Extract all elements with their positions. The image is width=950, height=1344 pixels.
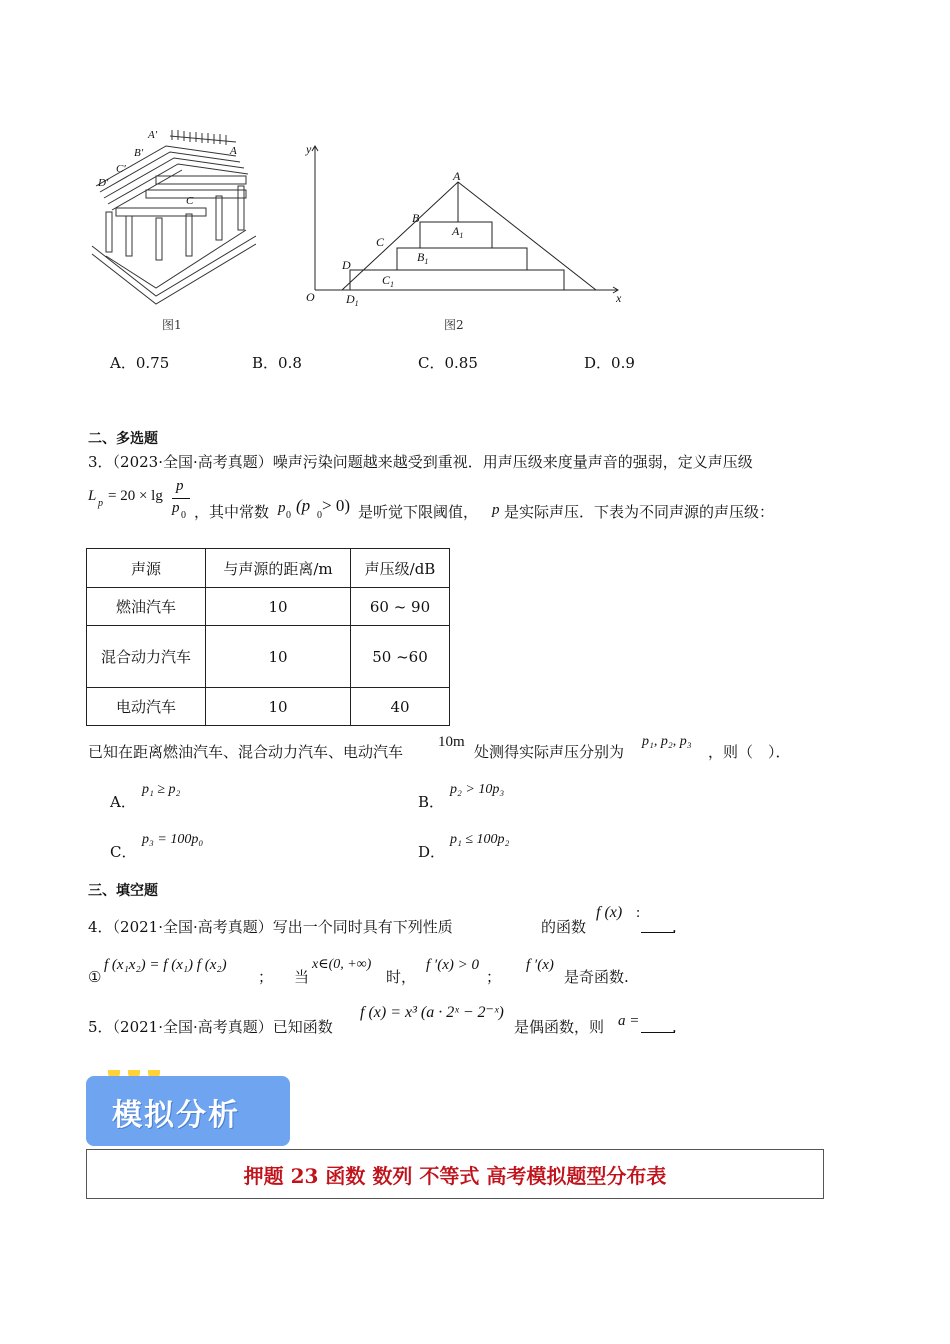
q3-option-c[interactable]: p₃ = 100p₀ bbox=[142, 832, 204, 847]
q2-option-a[interactable]: A．0.75 bbox=[110, 354, 170, 372]
q3-stem-3c: ，则（ ）． bbox=[708, 743, 791, 761]
const-cond-end: > 0) bbox=[322, 496, 350, 515]
origin-label: O bbox=[306, 290, 315, 304]
table-row bbox=[87, 588, 450, 626]
formula-frac-num: p bbox=[176, 478, 184, 494]
table-header-level: 声压级/dB bbox=[351, 549, 450, 588]
q5-end: . bbox=[672, 1018, 677, 1036]
q4-sep2: ； bbox=[486, 968, 502, 986]
q3-option-b-label[interactable]: B． bbox=[418, 793, 445, 811]
point-b1: $B_1$ bbox=[417, 250, 429, 266]
figure-2-caption: 图2 bbox=[444, 318, 464, 332]
const-p-sub: 0 bbox=[286, 510, 291, 521]
figure-1-caption: 图1 bbox=[162, 318, 182, 332]
table-row bbox=[87, 688, 450, 726]
point-a1: $A_1$ bbox=[452, 224, 464, 240]
q5-formula: f (x) = x³ (a · 2ˣ − 2⁻ˣ) bbox=[360, 1004, 504, 1021]
axis-y-label: y bbox=[306, 142, 312, 156]
p-var: p bbox=[492, 502, 500, 518]
q3-stem-2c: 是实际声压．下表为不同声源的声压级： bbox=[504, 503, 775, 521]
table-cell: 50 ~60 bbox=[351, 626, 450, 688]
const-p: p bbox=[278, 500, 286, 516]
q3-option-d[interactable]: p₁ ≤ 100p₂ bbox=[450, 832, 510, 847]
q3-stem-3a: 已知在距离燃油汽车、混合动力汽车、电动汽车 bbox=[88, 743, 404, 761]
axis-x-label: x bbox=[616, 291, 622, 305]
q3-stem-3b: 处测得实际声压分别为 bbox=[474, 743, 625, 761]
q5-stem: 5．（2021·全国·高考真题）已知函数 bbox=[88, 1018, 333, 1036]
q3-option-c-label[interactable]: C． bbox=[110, 843, 137, 861]
section-2-heading: 二、多选题 bbox=[88, 431, 158, 447]
q5-a-eq: a = bbox=[618, 1013, 640, 1029]
label-c-prime: C′ bbox=[116, 163, 126, 175]
q4-fx: f (x) bbox=[596, 904, 623, 921]
formula-frac-den: p bbox=[172, 500, 180, 516]
table-cell: 混合动力汽车 bbox=[87, 626, 206, 688]
q4-prop2-cond: x∈(0, +∞) bbox=[312, 957, 372, 972]
title-box bbox=[86, 1149, 824, 1199]
q4-prop3: f ′(x) bbox=[526, 957, 554, 973]
banner-title: 模拟分析 bbox=[112, 1098, 240, 1133]
q3-option-a[interactable]: p₁ ≥ p₂ bbox=[142, 782, 181, 797]
point-d1: $D_1$ bbox=[346, 292, 359, 308]
q3-option-d-label[interactable]: D． bbox=[418, 843, 446, 861]
point-b: B bbox=[412, 211, 420, 225]
q2-option-b[interactable]: B．0.8 bbox=[252, 354, 302, 372]
label-a: A bbox=[230, 145, 237, 157]
q4-prop1-mark: ① bbox=[88, 968, 102, 986]
q3-stem-line1: 3．（2023·全国·高考真题）噪声污染问题越来越受到重视．用声压级来度量声音的强弱，定义声压级 bbox=[88, 453, 753, 471]
point-d: D bbox=[342, 258, 351, 272]
figure-2-diagram bbox=[300, 138, 630, 308]
table-cell: 10 bbox=[206, 688, 351, 726]
label-a-prime: A′ bbox=[148, 129, 158, 141]
q3-option-a-label[interactable]: A． bbox=[110, 793, 136, 811]
formula-frac-den-sub: 0 bbox=[181, 510, 186, 521]
const-cond: (p bbox=[296, 496, 311, 515]
q4-stem: 4．（2021·全国·高考真题）写出一个同时具有下列性质 bbox=[88, 918, 453, 936]
q2-option-d[interactable]: D．0.9 bbox=[584, 354, 635, 372]
q2-option-c[interactable]: C．0.85 bbox=[418, 354, 478, 372]
point-a: A bbox=[453, 169, 461, 183]
table-header-distance: 与声源的距离/m bbox=[206, 549, 351, 588]
table-cell: 40 bbox=[351, 688, 450, 726]
table-cell: 10 bbox=[206, 588, 351, 626]
q4-answer-blank[interactable] bbox=[641, 918, 675, 937]
const-cond-sub: 0 bbox=[317, 510, 322, 521]
q4-colon: : bbox=[636, 905, 641, 921]
point-c1: $C_1$ bbox=[382, 273, 395, 289]
q5-mid: 是偶函数，则 bbox=[514, 1018, 605, 1036]
q4-prop3-end: 是奇函数. bbox=[564, 968, 629, 986]
title-box-text: 押题 23 函数 数列 不等式 高考模拟题型分布表 bbox=[243, 1163, 667, 1188]
formula-eq: = 20 × lg bbox=[108, 488, 163, 504]
q4-prop2-pre: 当 bbox=[294, 968, 310, 986]
q4-prop1: f (x₁x₂) = f (x₁) f (x₂) bbox=[104, 957, 227, 973]
q3-p-list: p₁, p₂, p₃ bbox=[642, 734, 692, 749]
table-cell: 电动汽车 bbox=[87, 688, 206, 726]
q3-option-b[interactable]: p₂ > 10p₃ bbox=[450, 782, 505, 797]
figure-1-building-illustration bbox=[86, 126, 256, 306]
table-header-source: 声源 bbox=[87, 549, 206, 588]
q4-end: . bbox=[672, 918, 677, 936]
q4-prop2-mid: 时， bbox=[386, 968, 417, 986]
q3-stem-2b: 是听觉下限阈值， bbox=[358, 503, 479, 521]
table-cell: 60 ~ 90 bbox=[351, 588, 450, 626]
q4-sep1: ； bbox=[258, 968, 274, 986]
q4-stem-b: 的函数 bbox=[541, 918, 587, 936]
q3-stem-2a: ，其中常数 bbox=[194, 503, 270, 521]
section-3-heading: 三、填空题 bbox=[88, 883, 158, 899]
label-b-prime: B′ bbox=[134, 147, 144, 159]
sound-level-table bbox=[86, 548, 450, 726]
q4-prop2: f ′(x) > 0 bbox=[426, 957, 479, 973]
point-c: C bbox=[376, 235, 385, 249]
table-row bbox=[87, 626, 450, 688]
label-d-prime: D′ bbox=[98, 177, 109, 189]
q5-answer-blank[interactable] bbox=[641, 1018, 675, 1037]
table-cell: 燃油汽车 bbox=[87, 588, 206, 626]
formula-lp: L bbox=[88, 488, 97, 504]
formula-lp-sub: p bbox=[98, 498, 103, 509]
q3-distance: 10m bbox=[438, 734, 465, 750]
table-cell: 10 bbox=[206, 626, 351, 688]
label-c: C bbox=[186, 195, 194, 207]
